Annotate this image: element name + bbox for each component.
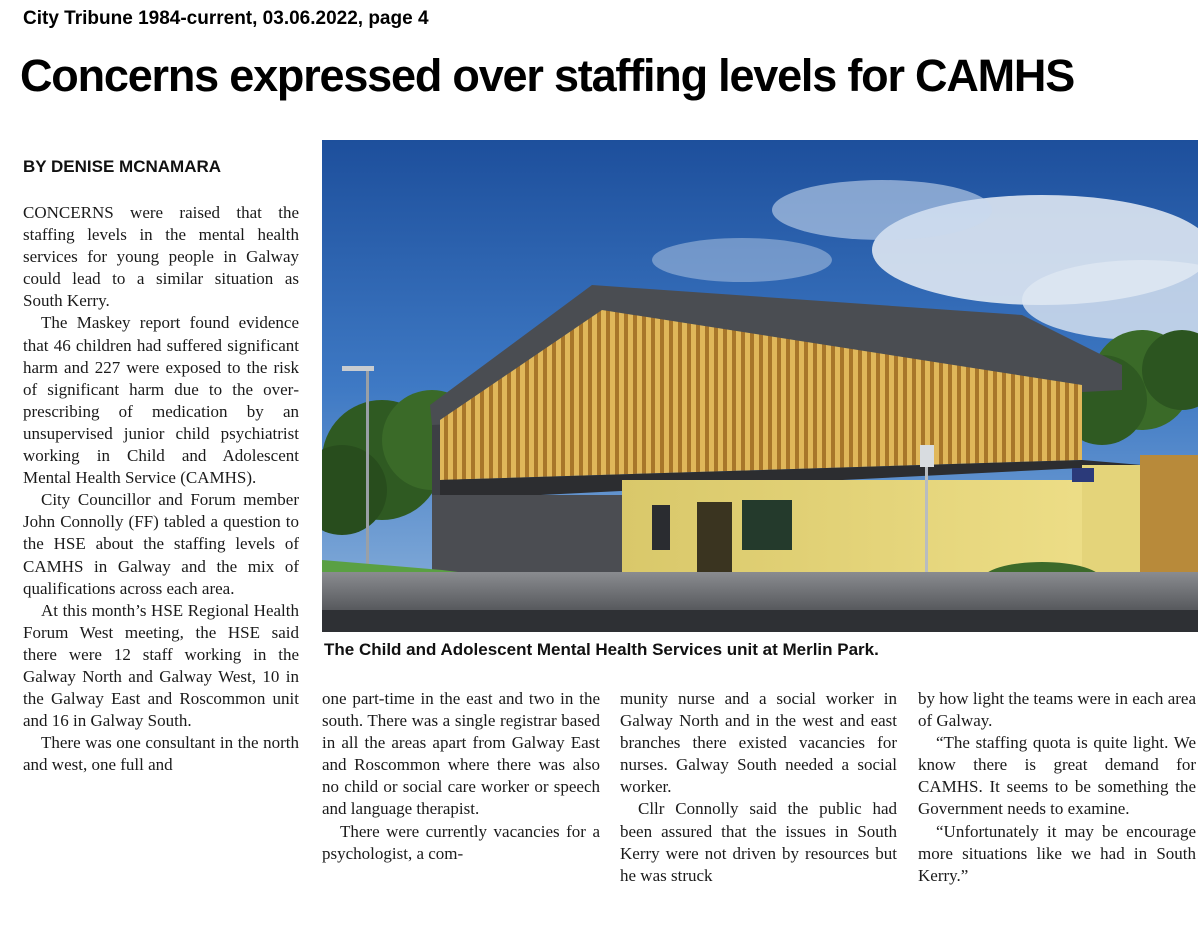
article-column-1 bbox=[23, 202, 299, 928]
paragraph: There were currently vacancies for a psychologist, a com- bbox=[322, 821, 600, 863]
paragraph: by how light the teams were in each area of Galway. bbox=[918, 689, 1196, 731]
building-illustration bbox=[322, 140, 1198, 632]
paragraph: munity nurse and a social worker in Galway North and in the west and east branches there existed vacancies for nurses. Galway South needed a social worker. bbox=[620, 689, 897, 797]
paragraph: City Councillor and Forum member John Connolly (FF) tabled a question to the HSE about the staffing levels of CAMHS in Galway and the mix of qualifications across each area. bbox=[23, 490, 299, 598]
article-column-3 bbox=[620, 688, 897, 928]
headline: Concerns expressed over staffing levels for CAMHS bbox=[20, 50, 1075, 101]
paragraph: At this month’s HSE Regional Health Forum West meeting, the HSE said there were 12 staff working in the Galway North and Galway West, 10 in the Galway East and Roscommon unit and 16 in Galway South. bbox=[23, 600, 299, 731]
paragraph: Cllr Connolly said the public had been assured that the issues in South Kerry were not driven by resources but he was struck bbox=[620, 799, 897, 885]
article-column-4 bbox=[918, 688, 1196, 928]
byline: BY DENISE MCNAMARA bbox=[23, 157, 222, 176]
paragraph: “The staffing quota is quite light. We know there is great demand for CAMHS. It seems to be something the Government needs to examine. bbox=[918, 733, 1196, 819]
paragraph: There was one consultant in the north and west, one full and bbox=[23, 733, 299, 775]
article-column-2 bbox=[322, 688, 600, 928]
article-photo bbox=[322, 140, 1198, 632]
source-line: City Tribune 1984-current, 03.06.2022, page 4 bbox=[23, 8, 429, 29]
paragraph: The Maskey report found evidence that 46 children had suffered significant harm and 227 were exposed to the risk of significant harm due to the overprescribing of medication by an unsupervised junior child psychiatrist working in Child and Adolescent Mental Health Service (CAMHS). bbox=[23, 313, 299, 488]
paragraph: “Unfortunately it may be encourage more situations like we had in South Kerry.” bbox=[918, 821, 1196, 885]
photo-caption: The Child and Adolescent Mental Health Services unit at Merlin Park. bbox=[324, 640, 879, 659]
paragraph: CONCERNS were raised that the staffing levels in the mental health services for young people in Galway could lead to a similar situation as South Kerry. bbox=[23, 203, 299, 311]
paragraph: one part-time in the east and two in the south. There was a single registrar based in all the areas apart from Galway East and Roscommon where there was also no child or social care worker or speech and language therapist. bbox=[322, 689, 600, 819]
